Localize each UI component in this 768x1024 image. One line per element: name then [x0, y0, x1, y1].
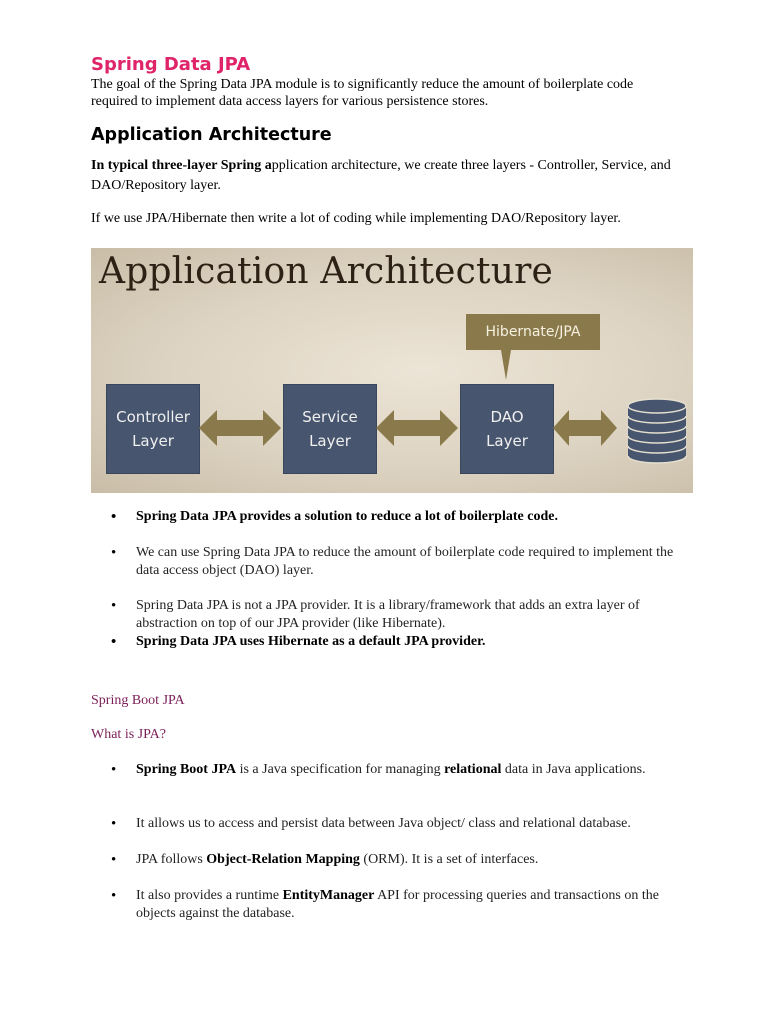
architecture-paragraph-rest: pplication architecture, we create three layers - Controller, Service, and DAO/Repository layer. — [91, 158, 671, 193]
what-is-jpa-heading: What is JPA? — [91, 727, 166, 742]
spring-boot-jpa-heading: Spring Boot JPA — [91, 693, 185, 708]
spring-boot-jpa-term: Spring Boot JPA — [136, 762, 237, 777]
intro-paragraph: The goal of the Spring Data JPA module is to significantly reduce the amount of boilerplate code required to implement data access layers for various persistence stores. — [91, 77, 634, 109]
relational-term: relational — [444, 762, 502, 777]
page-title: Spring Data JPA — [91, 54, 251, 75]
list-item — [91, 887, 681, 923]
list-item: • It allows us to access and persist data between Java object/ class and relational database. — [91, 815, 681, 833]
document-page — [91, 54, 681, 229]
dao-layer-box — [460, 384, 554, 474]
architecture-paragraph-bold: In typical three-layer Spring a — [91, 158, 272, 173]
list-item: • We can use Spring Data JPA to reduce the amount of boilerplate code required to implement the data access object (DAO) layer. — [91, 544, 681, 580]
list-text: data in Java applications. — [501, 762, 646, 777]
controller-label-2: Layer — [132, 432, 174, 450]
service-label-2: Layer — [309, 432, 351, 450]
hibernate-pointer — [501, 350, 511, 380]
service-label-1: Service — [302, 408, 358, 426]
double-arrow-icon — [376, 410, 458, 446]
service-layer-box — [283, 384, 377, 474]
list-item: • Spring Data JPA uses Hibernate as a default JPA provider. — [91, 633, 681, 651]
list-text: API for processing queries and transactions on the objects against the database. — [136, 888, 659, 921]
list-item — [91, 851, 681, 869]
database-icon — [626, 398, 688, 464]
double-arrow-icon — [199, 410, 281, 446]
architecture-paragraph-1 — [91, 156, 681, 196]
list-text: is a Java specification for managing — [236, 762, 445, 777]
list-text: JPA follows — [136, 852, 207, 867]
dao-label-2: Layer — [486, 432, 528, 450]
list-item: • Spring Data JPA provides a solution to reduce a lot of boilerplate code. — [91, 508, 681, 526]
controller-label-1: Controller — [116, 408, 190, 426]
entitymanager-term: EntityManager — [282, 888, 375, 903]
hibernate-jpa-label: Hibernate/JPA — [466, 314, 600, 350]
list-text: (ORM). It is a set of interfaces. — [359, 852, 539, 867]
orm-term: Object-Relation Mapping — [206, 852, 360, 867]
architecture-paragraph-2: If we use JPA/Hibernate then write a lot of coding while implementing DAO/Repository layer. — [91, 211, 621, 226]
dao-label-1: DAO — [490, 408, 524, 426]
diagram-title: Application Architecture — [99, 251, 553, 292]
list-text: It also provides a runtime — [136, 888, 283, 903]
controller-layer-box — [106, 384, 200, 474]
architecture-diagram — [91, 248, 693, 493]
double-arrow-icon — [553, 410, 617, 446]
list-item — [91, 761, 678, 779]
architecture-heading: Application Architecture — [91, 125, 332, 145]
list-item: • Spring Data JPA is not a JPA provider. It is a library/framework that adds an extra layer of abstraction on top of our JPA provider (like Hibernate). — [91, 597, 681, 633]
